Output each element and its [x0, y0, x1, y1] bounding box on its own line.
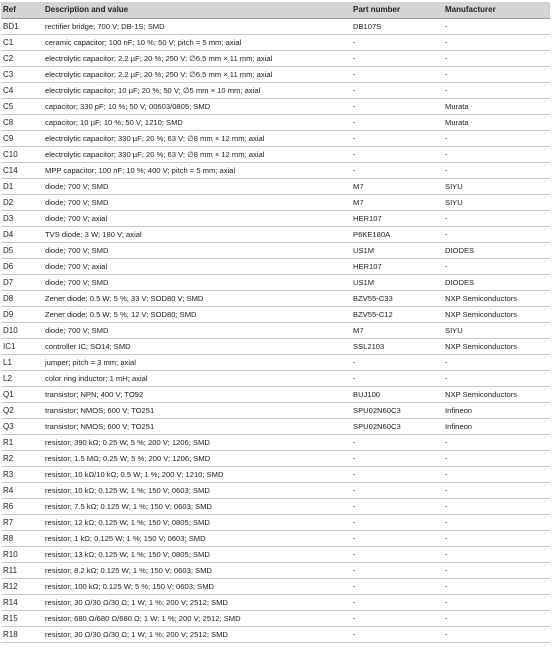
table-row: [1, 498, 550, 514]
cell-description: diode; 700 V; SMD: [43, 322, 351, 338]
cell-part-number: -: [351, 498, 443, 514]
cell-manufacturer: -: [443, 146, 550, 162]
table-row: [1, 130, 550, 146]
cell-manufacturer: DIODES: [443, 242, 550, 258]
cell-manufacturer: -: [443, 530, 550, 546]
cell-description: transistor; NMOS; 600 V; TO251: [43, 418, 351, 434]
cell-description: capacitor; 330 pF; 10 %; 50 V; 00603/0805; SMD: [43, 98, 351, 114]
cell-part-number: M7: [351, 194, 443, 210]
cell-ref: C14: [1, 162, 43, 178]
cell-manufacturer: -: [443, 82, 550, 98]
cell-manufacturer: -: [443, 50, 550, 66]
table-row: [1, 418, 550, 434]
cell-manufacturer: -: [443, 226, 550, 242]
cell-manufacturer: NXP Semiconductors: [443, 386, 550, 402]
cell-manufacturer: NXP Semiconductors: [443, 338, 550, 354]
cell-ref: D6: [1, 258, 43, 274]
cell-ref: IC1: [1, 338, 43, 354]
cell-ref: D2: [1, 194, 43, 210]
cell-part-number: HER107: [351, 258, 443, 274]
cell-part-number: -: [351, 50, 443, 66]
cell-description: diode; 700 V; SMD: [43, 242, 351, 258]
header-manufacturer: Manufacturer: [443, 2, 550, 18]
cell-description: resistor; 1 kΩ; 0.125 W; 1 %; 150 V; 0603; SMD: [43, 530, 351, 546]
header-row: [1, 2, 550, 18]
table-row: [1, 594, 550, 610]
cell-ref: R12: [1, 578, 43, 594]
cell-manufacturer: -: [443, 562, 550, 578]
cell-part-number: SPU02N60C3: [351, 402, 443, 418]
cell-part-number: -: [351, 146, 443, 162]
cell-manufacturer: -: [443, 578, 550, 594]
table-row: [1, 370, 550, 386]
cell-description: resistor; 12 kΩ; 0.125 W; 1 %; 150 V; 0805; SMD: [43, 514, 351, 530]
cell-manufacturer: Murata: [443, 98, 550, 114]
cell-ref: R3: [1, 466, 43, 482]
cell-ref: R7: [1, 514, 43, 530]
cell-ref: R18: [1, 626, 43, 642]
table-row: [1, 434, 550, 450]
table-row: [1, 178, 550, 194]
cell-description: rectifier bridge; 700 V; DB-1S; SMD: [43, 18, 351, 34]
table-row: [1, 386, 550, 402]
cell-description: diode; 700 V; SMD: [43, 274, 351, 290]
cell-ref: Q3: [1, 418, 43, 434]
cell-description: resistor; 7.5 kΩ; 0.125 W; 1 %; 150 V; 0603; SMD: [43, 498, 351, 514]
cell-part-number: -: [351, 450, 443, 466]
cell-manufacturer: -: [443, 162, 550, 178]
cell-ref: D10: [1, 322, 43, 338]
cell-description: resistor; 30 Ω/30 Ω/30 Ω; 1 W; 1 %; 200 V; 2512; SMD: [43, 594, 351, 610]
cell-ref: C4: [1, 82, 43, 98]
cell-ref: L1: [1, 354, 43, 370]
cell-description: ceramic capacitor; 100 nF; 10 %; 50 V; pitch = 5 mm; axial: [43, 34, 351, 50]
cell-part-number: -: [351, 130, 443, 146]
cell-description: resistor; 1.5 MΩ; 0.25 W; 5 %; 200 V; 1206; SMD: [43, 450, 351, 466]
cell-ref: C2: [1, 50, 43, 66]
cell-description: color ring inductor; 1 mH; axial: [43, 370, 351, 386]
cell-manufacturer: -: [443, 450, 550, 466]
cell-part-number: DB107S: [351, 18, 443, 34]
cell-description: resistor; 30 Ω/30 Ω/30 Ω; 1 W; 1 %; 200 V; 2512; SMD: [43, 626, 351, 642]
cell-description: resistor; 680 Ω/680 Ω/680 Ω; 1 W; 1 %; 200 V; 2512; SMD: [43, 610, 351, 626]
cell-manufacturer: -: [443, 514, 550, 530]
cell-description: capacitor; 10 µF; 10 %; 50 V; 1210; SMD: [43, 114, 351, 130]
cell-manufacturer: SIYU: [443, 194, 550, 210]
cell-ref: C10: [1, 146, 43, 162]
cell-description: resistor; 8.2 kΩ; 0.125 W; 1 %; 150 V; 0603; SMD: [43, 562, 351, 578]
table-row: [1, 194, 550, 210]
cell-part-number: -: [351, 354, 443, 370]
table-row: [1, 66, 550, 82]
cell-description: MPP capacitor; 100 nF; 10 %; 400 V; pitch = 5 mm; axial: [43, 162, 351, 178]
cell-part-number: SSL2103: [351, 338, 443, 354]
cell-part-number: -: [351, 434, 443, 450]
table-row: [1, 162, 550, 178]
table-row: [1, 18, 550, 34]
cell-ref: D8: [1, 290, 43, 306]
cell-description: Zener diode; 0.5 W; 5 %; 33 V; SOD80 V; SMD: [43, 290, 351, 306]
cell-description: electrolytic capacitor; 10 µF; 20 %; 50 V; ∅5 mm × 10 mm; axial: [43, 82, 351, 98]
cell-part-number: -: [351, 466, 443, 482]
cell-ref: D3: [1, 210, 43, 226]
cell-manufacturer: -: [443, 210, 550, 226]
cell-manufacturer: -: [443, 498, 550, 514]
table-row: [1, 354, 550, 370]
table-row: [1, 114, 550, 130]
cell-part-number: -: [351, 82, 443, 98]
table-row: [1, 610, 550, 626]
header-part-number: Part number: [351, 2, 443, 18]
cell-part-number: -: [351, 626, 443, 642]
bill-of-materials-table: [1, 2, 550, 643]
table-row: [1, 98, 550, 114]
cell-part-number: M7: [351, 322, 443, 338]
cell-manufacturer: -: [443, 66, 550, 82]
cell-manufacturer: -: [443, 626, 550, 642]
table-row: [1, 34, 550, 50]
cell-part-number: HER107: [351, 210, 443, 226]
cell-ref: D1: [1, 178, 43, 194]
cell-ref: C1: [1, 34, 43, 50]
table-row: [1, 226, 550, 242]
cell-description: TVS diode; 3 W; 180 V; axial: [43, 226, 351, 242]
table-row: [1, 466, 550, 482]
cell-description: diode; 700 V; SMD: [43, 194, 351, 210]
table-row: [1, 402, 550, 418]
cell-manufacturer: SIYU: [443, 178, 550, 194]
table-row: [1, 82, 550, 98]
cell-ref: C3: [1, 66, 43, 82]
cell-ref: R11: [1, 562, 43, 578]
cell-part-number: -: [351, 514, 443, 530]
cell-manufacturer: DIODES: [443, 274, 550, 290]
cell-manufacturer: -: [443, 434, 550, 450]
header-description: Description and value: [43, 2, 351, 18]
cell-manufacturer: -: [443, 258, 550, 274]
cell-ref: D7: [1, 274, 43, 290]
cell-manufacturer: NXP Semiconductors: [443, 290, 550, 306]
cell-ref: C8: [1, 114, 43, 130]
table-row: [1, 530, 550, 546]
cell-manufacturer: -: [443, 466, 550, 482]
cell-description: diode; 700 V; axial: [43, 210, 351, 226]
cell-ref: D9: [1, 306, 43, 322]
cell-description: transistor; NMOS; 600 V; TO251: [43, 402, 351, 418]
cell-description: diode; 700 V; axial: [43, 258, 351, 274]
cell-ref: R10: [1, 546, 43, 562]
table-body: [1, 18, 550, 642]
cell-ref: R2: [1, 450, 43, 466]
cell-manufacturer: -: [443, 354, 550, 370]
table-row: [1, 274, 550, 290]
cell-description: electrolytic capacitor; 330 µF; 20 %; 63 V; ∅8 mm × 12 mm; axial: [43, 146, 351, 162]
header-ref: Ref: [1, 2, 43, 18]
cell-ref: C9: [1, 130, 43, 146]
cell-part-number: BUJ100: [351, 386, 443, 402]
cell-description: jumper; pitch = 3 mm; axial: [43, 354, 351, 370]
cell-part-number: -: [351, 114, 443, 130]
table-row: [1, 514, 550, 530]
cell-manufacturer: -: [443, 130, 550, 146]
cell-ref: Q2: [1, 402, 43, 418]
cell-ref: Q1: [1, 386, 43, 402]
cell-manufacturer: -: [443, 610, 550, 626]
cell-part-number: -: [351, 370, 443, 386]
cell-manufacturer: Infineon: [443, 402, 550, 418]
cell-ref: R15: [1, 610, 43, 626]
table-row: [1, 562, 550, 578]
cell-ref: R1: [1, 434, 43, 450]
cell-part-number: -: [351, 562, 443, 578]
table-row: [1, 450, 550, 466]
cell-description: resistor; 390 kΩ; 0.25 W; 5 %; 200 V; 1206; SMD: [43, 434, 351, 450]
cell-part-number: SPU02N60C3: [351, 418, 443, 434]
cell-part-number: -: [351, 34, 443, 50]
cell-description: diode; 700 V; SMD: [43, 178, 351, 194]
cell-part-number: -: [351, 578, 443, 594]
table-row: [1, 626, 550, 642]
table-row: [1, 258, 550, 274]
cell-part-number: -: [351, 610, 443, 626]
cell-ref: D5: [1, 242, 43, 258]
cell-description: controller IC; SO14; SMD: [43, 338, 351, 354]
cell-manufacturer: SIYU: [443, 322, 550, 338]
cell-description: electrolytic capacitor; 330 µF; 20 %; 63 V; ∅8 mm × 12 mm; axial: [43, 130, 351, 146]
table-row: [1, 578, 550, 594]
cell-part-number: BZV55-C33: [351, 290, 443, 306]
cell-part-number: BZV55-C12: [351, 306, 443, 322]
cell-part-number: -: [351, 162, 443, 178]
cell-ref: C5: [1, 98, 43, 114]
cell-description: electrolytic capacitor; 2.2 µF; 20 %; 250 V; ∅6.5 mm × 11 mm; axial: [43, 50, 351, 66]
cell-part-number: -: [351, 482, 443, 498]
cell-description: transistor; NPN; 400 V; TO92: [43, 386, 351, 402]
cell-description: electrolytic capacitor; 2.2 µF; 20 %; 250 V; ∅6.5 mm × 11 mm; axial: [43, 66, 351, 82]
cell-part-number: -: [351, 66, 443, 82]
cell-description: resistor; 100 kΩ; 0.125 W; 5 %; 150 V; 0603; SMD: [43, 578, 351, 594]
cell-ref: D4: [1, 226, 43, 242]
table-row: [1, 146, 550, 162]
cell-ref: BD1: [1, 18, 43, 34]
table-row: [1, 50, 550, 66]
cell-manufacturer: Infineon: [443, 418, 550, 434]
cell-part-number: -: [351, 98, 443, 114]
cell-part-number: P6KE180A: [351, 226, 443, 242]
table-header: [1, 2, 550, 18]
cell-part-number: US1M: [351, 274, 443, 290]
cell-manufacturer: -: [443, 546, 550, 562]
cell-ref: L2: [1, 370, 43, 386]
cell-manufacturer: -: [443, 370, 550, 386]
cell-manufacturer: Murata: [443, 114, 550, 130]
cell-ref: R4: [1, 482, 43, 498]
cell-part-number: M7: [351, 178, 443, 194]
cell-description: resistor; 13 kΩ; 0.125 W; 1 %; 150 V; 0805; SMD: [43, 546, 351, 562]
table-row: [1, 482, 550, 498]
cell-description: resistor; 10 kΩ; 0.125 W; 1 %; 150 V; 0603; SMD: [43, 482, 351, 498]
cell-part-number: -: [351, 530, 443, 546]
cell-manufacturer: -: [443, 594, 550, 610]
table-row: [1, 306, 550, 322]
cell-manufacturer: -: [443, 18, 550, 34]
cell-manufacturer: -: [443, 482, 550, 498]
table-row: [1, 338, 550, 354]
cell-description: Zener diode; 0.5 W; 5 %; 12 V; SOD80; SMD: [43, 306, 351, 322]
cell-part-number: -: [351, 594, 443, 610]
table-row: [1, 242, 550, 258]
cell-manufacturer: -: [443, 34, 550, 50]
cell-part-number: -: [351, 546, 443, 562]
table-row: [1, 546, 550, 562]
cell-ref: R14: [1, 594, 43, 610]
cell-description: resistor; 10 kΩ/10 kΩ; 0.5 W; 1 %; 200 V; 1210; SMD: [43, 466, 351, 482]
cell-part-number: US1M: [351, 242, 443, 258]
table-row: [1, 210, 550, 226]
table-row: [1, 290, 550, 306]
cell-manufacturer: NXP Semiconductors: [443, 306, 550, 322]
cell-ref: R6: [1, 498, 43, 514]
table-row: [1, 322, 550, 338]
cell-ref: R8: [1, 530, 43, 546]
